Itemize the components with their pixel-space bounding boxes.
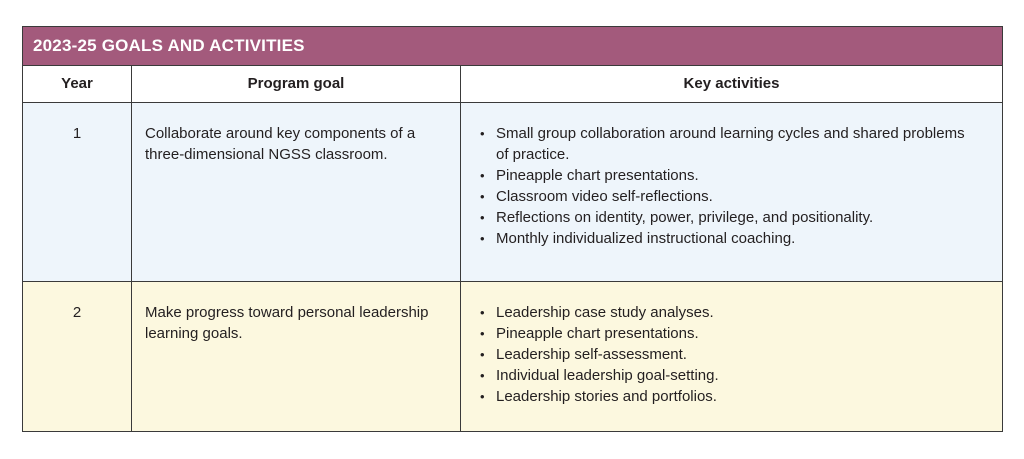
activity-item: • Leadership case study analyses. [480, 302, 974, 323]
year-cell [23, 282, 132, 431]
activity-item: • Reflections on identity, power, privilege, and positionality. [480, 207, 974, 228]
header-year: Year [61, 75, 93, 92]
activity-item: • Monthly individualized instructional coaching. [480, 228, 974, 249]
activities-list [461, 282, 1002, 407]
header-cell-key-activities [461, 66, 1002, 102]
table-title: 2023-25 GOALS AND ACTIVITIES [33, 36, 305, 55]
table-row [23, 282, 1002, 431]
year-value: 2 [72, 304, 82, 321]
table-header-row [23, 66, 1002, 103]
header-key-activities: Key activities [683, 75, 780, 92]
table-title-bar [23, 27, 1002, 66]
activities-cell [461, 282, 1002, 431]
activity-item: • Individual leadership goal-setting. [480, 365, 974, 386]
goal-cell [132, 103, 461, 281]
goal-text: Collaborate around key components of a three-dimensional NGSS classroom. [145, 125, 416, 163]
year-cell [23, 103, 132, 281]
activity-item: • Pineapple chart presentations. [480, 165, 974, 186]
year-value: 1 [72, 125, 82, 142]
header-cell-program-goal [132, 66, 461, 102]
goal-text: Make progress toward personal leadership learning goals. [145, 304, 429, 342]
activity-item: • Small group collaboration around learning cycles and shared problems of practice. [480, 123, 974, 165]
activity-item: • Pineapple chart presentations. [480, 323, 974, 344]
activity-item: • Leadership self-assessment. [480, 344, 974, 365]
header-cell-year [23, 66, 132, 102]
goals-activities-table [22, 26, 1003, 432]
activity-item: • Leadership stories and portfolios. [480, 386, 974, 407]
activity-item: • Classroom video self-reflections. [480, 186, 974, 207]
table-row [23, 103, 1002, 282]
activities-cell [461, 103, 1002, 281]
header-program-goal: Program goal [247, 75, 345, 92]
goal-cell [132, 282, 461, 431]
activities-list [461, 103, 1002, 249]
